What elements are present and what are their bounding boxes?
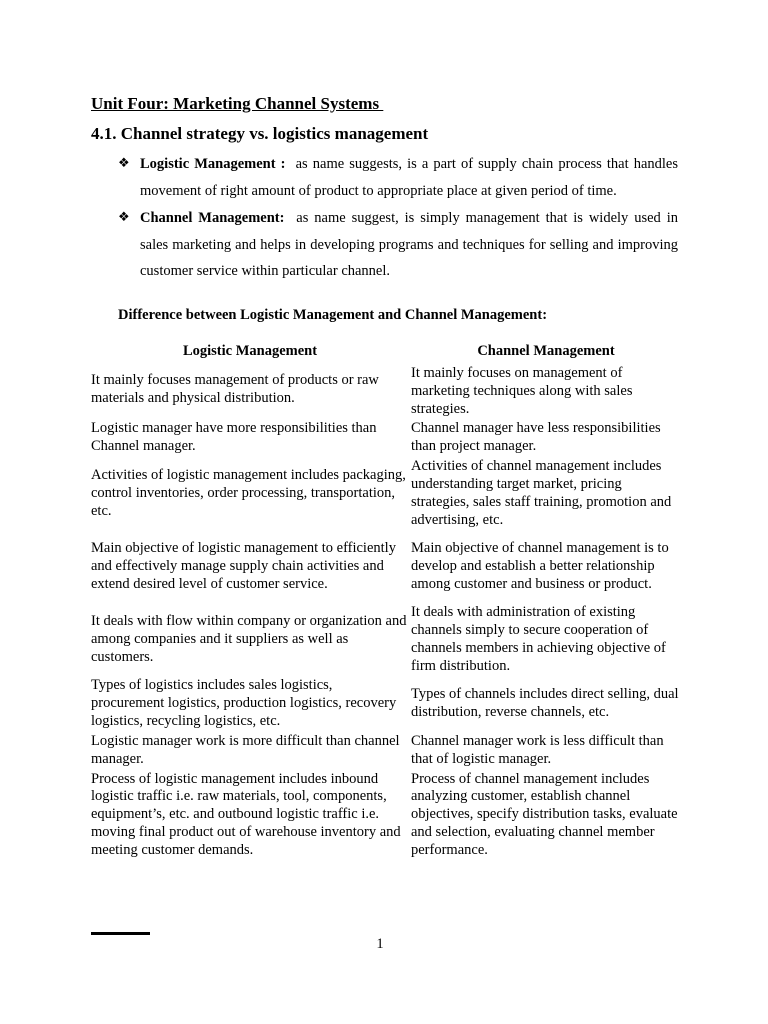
footnote-separator xyxy=(91,932,150,935)
section-heading: 4.1. Channel strategy vs. logistics management xyxy=(91,124,429,143)
table-cell: Activities of logistic management includes packaging, control inventories, order processing, transportation, etc. xyxy=(91,467,406,519)
table-cell: Process of channel management includes analyzing customer, establish channel objectives, specify distribution tasks, evaluate and selection, evaluating channel member performance. xyxy=(411,770,678,858)
table-cell: Logistic manager have more responsibilities than Channel manager. xyxy=(91,420,377,454)
table-cell: Channel manager have less responsibilities than project manager. xyxy=(411,420,661,454)
table-cell: It deals with administration of existing channels simply to secure cooperation of channels members in achieving objective of firm distribution. xyxy=(411,604,666,674)
table-cell: Main objective of channel management is to develop and establish a better relationship among customer and business or product. xyxy=(411,540,669,592)
bullet-body xyxy=(140,151,682,204)
table-cell: Logistic manager work is more difficult than channel manager. xyxy=(91,733,400,767)
bullet-term: Channel Management: xyxy=(140,210,285,226)
table-cell: It deals with flow within company or organization and among companies and it suppliers as well as customers. xyxy=(91,613,407,665)
bullet-logistic-management xyxy=(118,151,682,204)
table-cell: It mainly focuses on management of marketing techniques along with sales strategies. xyxy=(411,365,633,417)
bullet-text: as name suggests, is a part of supply chain process that handles movement of right amount of product to appropriate place at given period of time. xyxy=(140,156,682,199)
column-header-channel: Channel Management xyxy=(477,343,615,359)
table-cell: Channel manager work is less difficult than that of logistic manager. xyxy=(411,733,664,767)
difference-heading: Difference between Logistic Management and Channel Management: xyxy=(118,307,548,323)
bullet-term: Logistic Management : xyxy=(140,156,286,172)
table-cell: Main objective of logistic management to efficiently and effectively manage supply chain activities and extend desired level of customer service. xyxy=(91,540,396,592)
table-cell: It mainly focuses management of products or raw materials and physical distribution. xyxy=(91,372,379,406)
table-cell: Process of logistic management includes inbound logistic traffic i.e. raw materials, tool, components, equipment’s, etc. and outbound logistic traffic i.e. moving final product out of warehouse inventory and meeting customer demands. xyxy=(91,770,401,858)
unit-title: Unit Four: Marketing Channel Systems xyxy=(91,94,384,113)
column-header-logistic: Logistic Management xyxy=(182,343,318,359)
table-cell: Activities of channel management includes understanding target market, pricing strategies, sales staff training, promotion and advertising, etc. xyxy=(411,458,672,528)
table-cell: Types of channels includes direct selling, dual distribution, reverse channels, etc. xyxy=(411,686,679,720)
page-number: 1 xyxy=(376,936,384,952)
diamond-bullet-icon: ❖ xyxy=(118,210,130,225)
bullet-channel-management xyxy=(118,205,682,285)
table-cell: Types of logistics includes sales logistics, procurement logistics, production logistics, recovery logistics, recycling logistics, etc. xyxy=(91,677,397,729)
bullet-body xyxy=(140,205,682,285)
bullet-text: as name suggest, is simply management that is widely used in sales marketing and helps in developing programs and techniques for selling and improving customer service within particular channel. xyxy=(140,210,682,279)
diamond-bullet-icon: ❖ xyxy=(118,156,130,171)
